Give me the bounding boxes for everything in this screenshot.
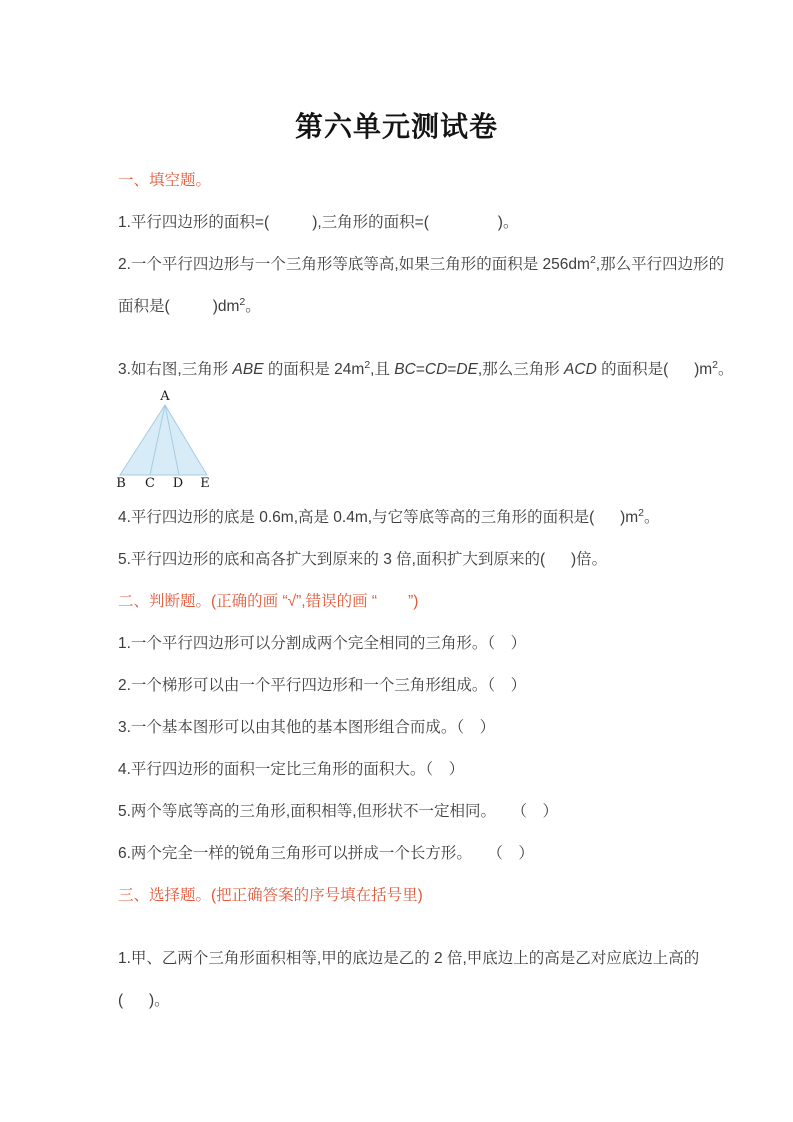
question-item [118,707,753,749]
question-item [118,349,753,489]
text-run: 3.一个基本图形可以由其他的基本图形组合而成。（ ） [118,719,496,736]
section-header: 二、判断题。(正确的画 “√”,错误的画 “ ”) [118,593,419,610]
question-item [118,665,753,707]
question-line [118,749,753,791]
text-run: 2.一个平行四边形与一个三角形等底等高,如果三角形的面积是 256dm [118,256,590,273]
text-run: 的面积是 24m [263,361,365,378]
question-item [118,791,753,833]
math-symbol: DE [456,361,478,378]
text-run: 。 [644,509,660,526]
text-run: 1.甲、乙两个三角形面积相等,甲的底边是乙的 2 倍,甲底边上的高是乙对应底边上高的 [118,950,700,967]
question-line [118,244,753,286]
text-run: 1.一个平行四边形可以分割成两个完全相同的三角形。（ ） [118,635,527,652]
question-item [118,623,753,665]
vertex-label-d: D [172,476,184,491]
question-line [118,286,753,328]
text-run: ,且 [370,361,395,378]
text-run: 5.平行四边形的底和高各扩大到原来的 3 倍,面积扩大到原来的( )倍。 [118,551,608,568]
section-1 [118,160,753,581]
question-line [118,980,753,1022]
triangle-svg [114,389,224,489]
question-line [118,833,753,875]
section-header: 一、填空题。 [118,172,212,189]
question-line [118,539,753,581]
text-run: 6.两个完全一样的锐角三角形可以拼成一个长方形。 （ ） [118,845,534,862]
question-line [118,707,753,749]
text-run: 。 [718,361,734,378]
text-run: ,那么三角形 [477,361,565,378]
text-run: 5.两个等底等高的三角形,面积相等,但形状不一定相同。 （ ） [118,803,559,820]
vertex-label-e: E [200,476,210,491]
superscript: 2 [712,358,718,371]
superscript: 2 [239,295,246,308]
text-run: 。 [245,298,261,315]
text-run: ,那么平行四边形的 [595,256,725,273]
question-line [118,938,753,980]
question-item [118,244,753,328]
vertex-label-a: A [160,389,170,404]
superscript: 2 [364,358,371,371]
section-3 [118,875,753,1022]
text-run: 的面积是( )m [596,361,713,378]
text-run: = [447,361,457,378]
question-line [118,202,753,244]
triangle-shape [120,405,207,475]
math-symbol: ACD [564,361,597,378]
question-item [118,749,753,791]
text-run: 4.平行四边形的面积一定比三角形的面积大。（ ） [118,761,465,778]
triangle-figure [114,389,753,489]
question-line [118,791,753,833]
math-symbol: BC [394,361,416,378]
text-run: 面积是( )dm [118,298,240,315]
math-symbol: ABE [232,361,264,378]
text-run: 1.平行四边形的面积=( ),三角形的面积=( )。 [118,214,519,231]
question-item [118,833,753,875]
page-title: 第六单元测试卷 [294,111,498,142]
text-run: = [415,361,425,378]
question-item [118,539,753,581]
vertex-label-b: B [116,476,126,491]
worksheet-content [118,160,753,1022]
question-line [118,349,753,391]
question-item [118,497,753,539]
superscript: 2 [638,506,644,519]
question-item [118,938,753,1022]
text-run: 2.一个梯形可以由一个平行四边形和一个三角形组成。（ ） [118,677,527,694]
vertex-label-c: C [145,476,155,491]
text-run: 3.如右图,三角形 [118,361,233,378]
question-line [118,665,753,707]
text-run: ( )。 [118,992,170,1009]
section-header: 三、选择题。(把正确答案的序号填在括号里) [118,887,423,904]
text-run: 4.平行四边形的底是 0.6m,高是 0.4m,与它等底等高的三角形的面积是( )m [118,509,639,526]
question-line [118,497,753,539]
question-line [118,623,753,665]
math-symbol: CD [424,361,448,378]
section-2 [118,581,753,875]
superscript: 2 [589,253,596,266]
question-item [118,202,753,244]
